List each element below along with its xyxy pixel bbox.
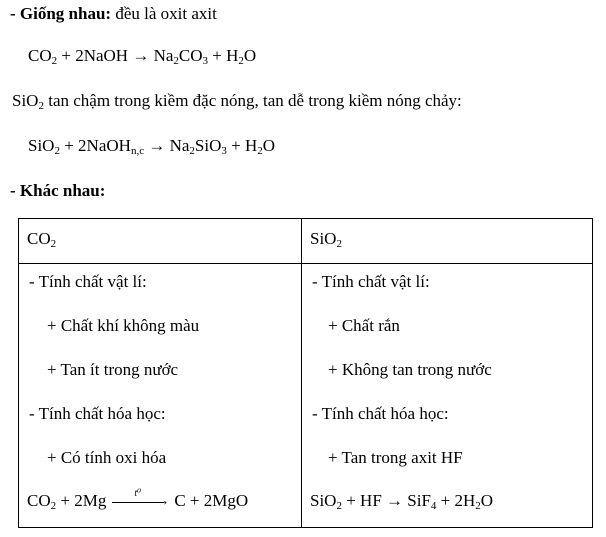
co2-mg-reaction: $CO_2 + 2Mg$ → t⁰ C + 2MgO [27, 488, 249, 512]
co2-physical-label: - Tính chất vật lí: [29, 272, 147, 291]
co2-physical-item: + Tan ít trong nước [47, 360, 179, 379]
sio2-physical-item: + Chất rắn [328, 316, 400, 335]
co2-physical-item: + Chất khí không màu [47, 316, 200, 335]
sio2-chemical-item: + Tan trong axit HF [328, 448, 463, 467]
co2-chemical-item: + Có tính oxi hóa [47, 448, 167, 467]
comparison-table [18, 218, 593, 528]
header-divider [19, 263, 592, 264]
sio2-physical-item: + Không tan trong nước [328, 360, 492, 379]
header-co2: $CO_2$ [27, 229, 57, 250]
sio2-naoh-equation: SiO$_2$ + 2NaOH$_{n,c}$ → $Na_2SiO_3 + H_2O$ [28, 136, 276, 157]
co2-chemical-label: - Tính chất hóa học: [29, 404, 166, 423]
co2-naoh-equation: $CO_2$ + 2NaOH → $Na_2CO_3 + H_2O$ [28, 46, 257, 67]
column-divider [301, 219, 302, 527]
similarities-line [10, 4, 217, 24]
header-sio2: SiO$_2$ [310, 229, 342, 250]
sio2-hf-reaction: SiO$_2$ + HF → $SiF_4 + 2H_2O$ [310, 491, 494, 512]
differences-heading: - Khác nhau: [10, 181, 106, 200]
sio2-chemical-label: - Tính chất hóa học: [312, 404, 449, 423]
similarities-text: đều là oxit axit [111, 4, 217, 23]
similarities-heading: - Giống nhau: [10, 4, 112, 23]
sio2-physical-label: - Tính chất vật lí: [312, 272, 430, 291]
differences-line [10, 181, 105, 201]
sio2-note: SiO$_2$ tan chậm trong kiềm đặc nóng, tan dễ trong kiềm nóng chảy: [12, 91, 462, 112]
heat-arrow-icon: → t⁰ [112, 496, 168, 508]
